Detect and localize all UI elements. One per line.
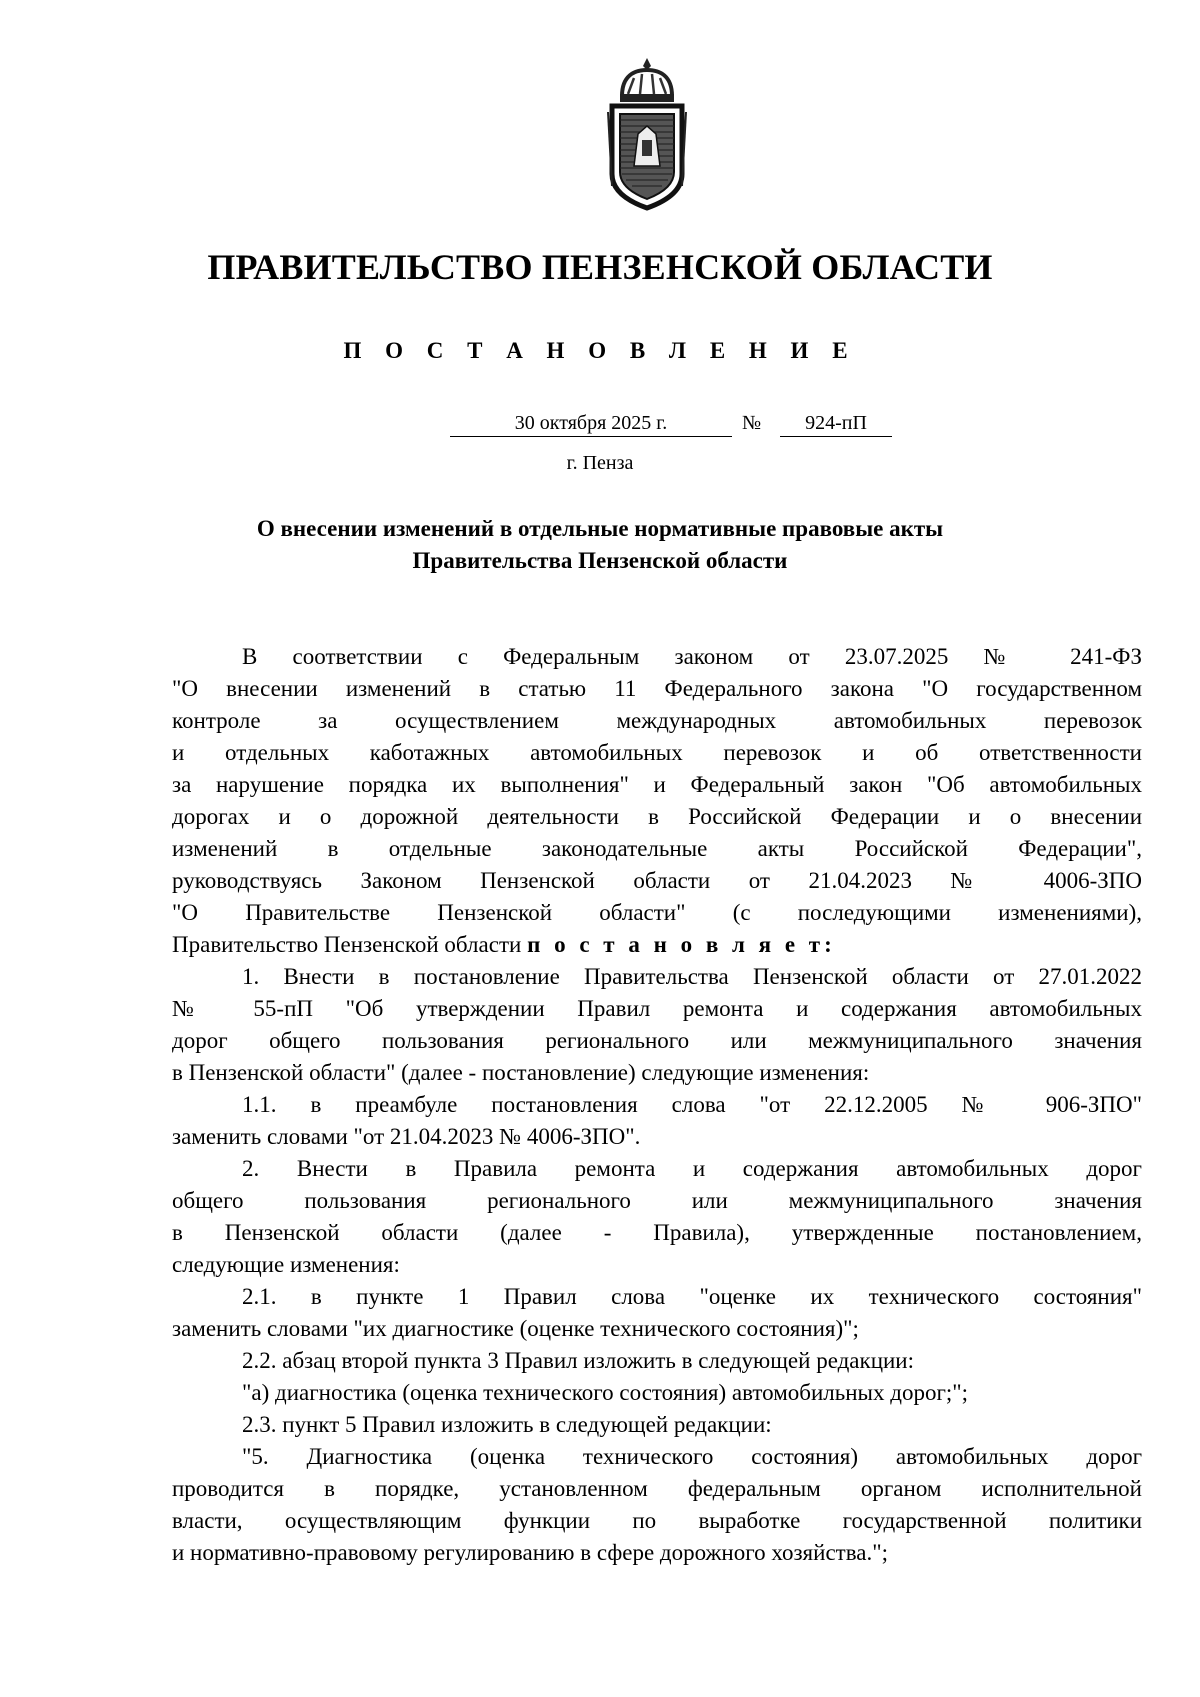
- body-line: 1.1. в преамбуле постановления слова "от 22.12.2005 № 906-ЗПО": [242, 1092, 1142, 1117]
- document-date: 30 октября 2025 г.: [450, 412, 732, 437]
- document-city: г. Пенза: [566, 452, 634, 474]
- body-line: заменить словами "от 21.04.2023 № 4006-ЗПО".: [172, 1124, 641, 1149]
- body-line: 1. Внести в постановление Правительства Пензенской области от 27.01.2022: [242, 964, 1142, 989]
- body-line: "5. Диагностика (оценка технического состояния) автомобильных дорог: [242, 1444, 1142, 1469]
- body-line: общего пользования регионального или межмуниципального значения: [172, 1188, 1142, 1213]
- body-line: № 55-пП "Об утверждении Правил ремонта и содержания автомобильных: [172, 996, 1142, 1021]
- body-line: В соответствии с Федеральным законом от 23.07.2025 № 241-ФЗ: [242, 644, 1142, 669]
- body-line: руководствуясь Законом Пензенской области от 21.04.2023 № 4006-ЗПО: [172, 868, 1142, 893]
- body-line: и отдельных каботажных автомобильных перевозок и об ответственности: [172, 740, 1142, 765]
- body-line: "а) диагностика (оценка технического состояния) автомобильных дорог;";: [242, 1380, 969, 1405]
- body-line: власти, осуществляющим функции по выработке государственной политики: [172, 1508, 1142, 1533]
- body-line: контроле за осуществлением международных автомобильных перевозок: [172, 708, 1142, 733]
- body-line: 2.1. в пункте 1 Правил слова "оценке их технического состояния": [242, 1284, 1142, 1309]
- body-line: в Пензенской области (далее - Правила), утвержденные постановлением,: [172, 1220, 1142, 1245]
- subject-line: О внесении изменений в отдельные нормативные правовые акты: [256, 516, 944, 541]
- body-line: "О внесении изменений в статью 11 Федерального закона "О государственном: [172, 676, 1142, 701]
- coat-of-arms-emblem: [604, 56, 690, 214]
- body-line: в Пензенской области" (далее - постановление) следующие изменения:: [172, 1060, 870, 1085]
- body-line: заменить словами "их диагностике (оценке технического состояния)";: [172, 1316, 859, 1341]
- body-line: 2.3. пункт 5 Правил изложить в следующей редакции:: [242, 1412, 772, 1437]
- body-line: 2.2. абзац второй пункта 3 Правил изложить в следующей редакции:: [242, 1348, 915, 1373]
- body-line: 2. Внести в Правила ремонта и содержания автомобильных дорог: [242, 1156, 1142, 1181]
- body-line: "О Правительстве Пензенской области" (с последующими изменениями),: [172, 900, 1142, 925]
- document-type: П О С Т А Н О В Л Е Н И Е: [343, 338, 857, 363]
- document-number: 924-пП: [780, 412, 892, 437]
- document-subject: [170, 513, 1030, 577]
- resolves-word: п о с т а н о в л я е т:: [527, 932, 836, 957]
- body-line: дорог общего пользования регионального или межмуниципального значения: [172, 1028, 1142, 1053]
- body-line: изменений в отдельные законодательные акты Российской Федерации",: [172, 836, 1142, 861]
- number-sign: №: [742, 412, 762, 434]
- body-line: дорогах и о дорожной деятельности в Российской Федерации и о внесении: [172, 804, 1142, 829]
- subject-line: Правительства Пензенской области: [412, 548, 788, 573]
- body-line: Правительство Пензенской области: [172, 932, 522, 957]
- body-line: и нормативно-правовому регулированию в сфере дорожного хозяйства.";: [172, 1540, 888, 1565]
- body-line: проводится в порядке, установленном федеральным органом исполнительной: [172, 1476, 1142, 1501]
- body-line: за нарушение порядка их выполнения" и Федеральный закон "Об автомобильных: [172, 772, 1142, 797]
- body-line: следующие изменения:: [172, 1252, 400, 1277]
- document-body: [172, 641, 1142, 1569]
- government-title: ПРАВИТЕЛЬСТВО ПЕНЗЕНСКОЙ ОБЛАСТИ: [207, 247, 993, 287]
- body-line-resolution: [172, 929, 1142, 961]
